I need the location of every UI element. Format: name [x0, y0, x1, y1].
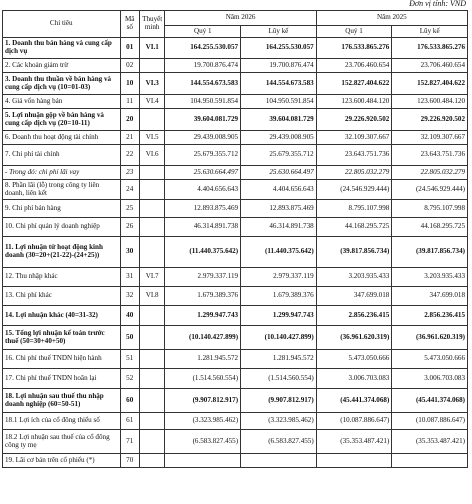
header-year-2026: Năm 2026	[165, 11, 316, 26]
row-label: 1. Doanh thu bán hàng và cung cấp dịch vụ	[3, 38, 121, 59]
value-q1-2026: 1.281.945.572	[165, 350, 241, 369]
value-q1-2026: 144.554.673.583	[165, 73, 241, 95]
table-row	[3, 350, 468, 369]
row-code: 52	[120, 369, 139, 389]
table-row	[3, 166, 468, 180]
value-q1-2025: 123.600.484.120	[316, 95, 392, 109]
value-ytd-2025: (45.441.374.068)	[392, 389, 468, 413]
table-row	[3, 268, 468, 287]
value-ytd-2026: (6.583.827.455)	[241, 430, 317, 454]
value-ytd-2025: 23.706.460.654	[392, 59, 468, 73]
row-code: 32	[120, 287, 139, 306]
value-ytd-2026: 46.314.891.738	[241, 218, 317, 237]
row-code: 01	[120, 38, 139, 59]
row-note: VI.3	[139, 73, 165, 95]
value-q1-2025: 2.856.236.415	[316, 306, 392, 326]
value-q1-2025: (36.961.620.319)	[316, 326, 392, 350]
value-q1-2025: 22.805.032.279	[316, 166, 392, 180]
row-note: VI.8	[139, 287, 165, 306]
value-q1-2025: 176.533.865.276	[316, 38, 392, 59]
value-ytd-2026: 39.604.081.729	[241, 109, 317, 131]
row-code: 30	[120, 237, 139, 268]
row-label: 8. Phần lãi (lỗ) trong công ty liên doanh, liên kết	[3, 180, 121, 200]
value-ytd-2025: 2.856.236.415	[392, 306, 468, 326]
value-q1-2025: (10.087.886.647)	[316, 413, 392, 430]
value-q1-2026: (11.440.375.642)	[165, 237, 241, 268]
value-q1-2026: (10.140.427.899)	[165, 326, 241, 350]
row-label: 10. Chi phí quản lý doanh nghiệp	[3, 218, 121, 237]
value-ytd-2025: 152.827.404.622	[392, 73, 468, 95]
table-row	[3, 95, 468, 109]
row-label: 18.2 Lợi nhuận sau thuế của cổ đông công ty mẹ	[3, 430, 121, 454]
row-label: 11. Lợi nhuận từ hoạt động kinh doanh (30=20+(21-22)-(24+25))	[3, 237, 121, 268]
value-ytd-2026: 29.439.008.905	[241, 131, 317, 145]
value-q1-2026: 19.700.876.474	[165, 59, 241, 73]
value-q1-2026: 1.679.389.376	[165, 287, 241, 306]
row-label: - Trong đó: chi phí lãi vay	[3, 166, 121, 180]
value-q1-2026: 29.439.008.905	[165, 131, 241, 145]
table-row	[3, 73, 468, 95]
header-code: Mã số	[120, 11, 139, 38]
value-q1-2025: 3.203.935.433	[316, 268, 392, 287]
value-q1-2025: 29.226.920.502	[316, 109, 392, 131]
row-code: 20	[120, 109, 139, 131]
table-row	[3, 200, 468, 218]
row-code: 02	[120, 59, 139, 73]
table-row	[3, 287, 468, 306]
value-ytd-2025: 22.805.032.279	[392, 166, 468, 180]
value-q1-2026: 4.404.656.643	[165, 180, 241, 200]
value-q1-2026	[165, 454, 241, 468]
value-ytd-2026: 1.679.389.376	[241, 287, 317, 306]
table-row	[3, 413, 468, 430]
value-q1-2025: 32.109.307.667	[316, 131, 392, 145]
table-row	[3, 306, 468, 326]
row-label: 9. Chi phí bán hàng	[3, 200, 121, 218]
row-note	[139, 454, 165, 468]
value-q1-2025: 152.827.404.622	[316, 73, 392, 95]
value-q1-2025: (39.817.856.734)	[316, 237, 392, 268]
row-note	[139, 166, 165, 180]
value-ytd-2025: 23.643.751.736	[392, 145, 468, 166]
value-ytd-2026: 104.950.591.854	[241, 95, 317, 109]
value-ytd-2026: 4.404.656.643	[241, 180, 317, 200]
row-code: 10	[120, 73, 139, 95]
value-ytd-2026: 25.630.664.497	[241, 166, 317, 180]
value-ytd-2026	[241, 454, 317, 468]
row-code: 71	[120, 430, 139, 454]
row-note: VI.5	[139, 131, 165, 145]
row-code: 51	[120, 350, 139, 369]
table-row	[3, 326, 468, 350]
row-label: 13. Chi phí khác	[3, 287, 121, 306]
row-label: 18.1 Lợi ích của cổ đông thiểu số	[3, 413, 121, 430]
row-code: 11	[120, 95, 139, 109]
row-note	[139, 350, 165, 369]
row-code: 60	[120, 389, 139, 413]
row-label: 6. Doanh thu hoạt động tài chính	[3, 131, 121, 145]
value-q1-2026: 2.979.337.119	[165, 268, 241, 287]
table-row	[3, 218, 468, 237]
value-ytd-2025: 32.109.307.667	[392, 131, 468, 145]
value-ytd-2025	[392, 454, 468, 468]
table-row	[3, 180, 468, 200]
value-q1-2026: 12.893.875.469	[165, 200, 241, 218]
table-row	[3, 389, 468, 413]
row-label: 16. Chi phí thuế TNDN hiện hành	[3, 350, 121, 369]
value-q1-2026: 46.314.891.738	[165, 218, 241, 237]
row-label: 4. Giá vốn hàng bán	[3, 95, 121, 109]
row-note: VI.6	[139, 145, 165, 166]
value-ytd-2026: 19.700.876.474	[241, 59, 317, 73]
table-row	[3, 38, 468, 59]
value-q1-2025: (45.441.374.068)	[316, 389, 392, 413]
value-q1-2025: 23.706.460.654	[316, 59, 392, 73]
row-note	[139, 413, 165, 430]
row-note	[139, 369, 165, 389]
value-ytd-2025: 3.006.703.083	[392, 369, 468, 389]
income-statement-table	[2, 10, 468, 468]
row-label: 3. Doanh thu thuần về bán hàng và cung cấp dịch vụ (10=01-03)	[3, 73, 121, 95]
value-ytd-2025: 123.600.484.120	[392, 95, 468, 109]
value-ytd-2026: (3.323.985.462)	[241, 413, 317, 430]
value-q1-2025: 23.643.751.736	[316, 145, 392, 166]
value-ytd-2025: (35.353.487.421)	[392, 430, 468, 454]
table-row	[3, 145, 468, 166]
value-ytd-2026: (1.514.560.554)	[241, 369, 317, 389]
header-ytd-2025: Lũy kế	[392, 26, 468, 38]
row-note	[139, 306, 165, 326]
value-q1-2025: 3.006.703.083	[316, 369, 392, 389]
value-q1-2025: 8.795.107.998	[316, 200, 392, 218]
row-code: 25	[120, 200, 139, 218]
value-ytd-2025: 3.203.935.433	[392, 268, 468, 287]
row-code: 50	[120, 326, 139, 350]
table-row	[3, 131, 468, 145]
value-ytd-2026: 12.893.875.469	[241, 200, 317, 218]
row-code: 21	[120, 131, 139, 145]
row-note	[139, 109, 165, 131]
value-q1-2026: (9.907.812.917)	[165, 389, 241, 413]
header-q1-2025: Quý 1	[316, 26, 392, 38]
row-code: 70	[120, 454, 139, 468]
table-body	[3, 38, 468, 468]
value-q1-2026: 164.255.530.057	[165, 38, 241, 59]
row-code: 26	[120, 218, 139, 237]
value-ytd-2026: (10.140.427.899)	[241, 326, 317, 350]
value-ytd-2026: 1.299.947.743	[241, 306, 317, 326]
row-code: 61	[120, 413, 139, 430]
row-note	[139, 237, 165, 268]
value-ytd-2025: 29.226.920.502	[392, 109, 468, 131]
unit-note: Đơn vị tính: VND	[409, 0, 466, 8]
row-note: VI.4	[139, 95, 165, 109]
header-ytd-2026: Lũy kế	[241, 26, 317, 38]
value-ytd-2025: 176.533.865.276	[392, 38, 468, 59]
value-ytd-2025: (10.087.886.647)	[392, 413, 468, 430]
value-q1-2026: 1.299.947.743	[165, 306, 241, 326]
table-row	[3, 369, 468, 389]
value-q1-2025: 347.699.018	[316, 287, 392, 306]
row-code: 24	[120, 180, 139, 200]
row-note	[139, 389, 165, 413]
value-q1-2025	[316, 454, 392, 468]
row-note	[139, 180, 165, 200]
row-note	[139, 326, 165, 350]
value-ytd-2026: (11.440.375.642)	[241, 237, 317, 268]
value-ytd-2025: 347.699.018	[392, 287, 468, 306]
value-ytd-2026: 1.281.945.572	[241, 350, 317, 369]
table-row	[3, 237, 468, 268]
value-q1-2026: 25.630.664.497	[165, 166, 241, 180]
value-ytd-2025: 44.168.295.725	[392, 218, 468, 237]
row-label: 18. Lợi nhuận sau thuế thu nhập doanh nghiệp (60=50-51)	[3, 389, 121, 413]
row-label: 17. Chi phí thuế TNDN hoãn lại	[3, 369, 121, 389]
value-q1-2025: 44.168.295.725	[316, 218, 392, 237]
row-label: 2. Các khoản giảm trừ	[3, 59, 121, 73]
row-note	[139, 200, 165, 218]
table-row	[3, 59, 468, 73]
value-q1-2026: 39.604.081.729	[165, 109, 241, 131]
row-code: 22	[120, 145, 139, 166]
row-note	[139, 59, 165, 73]
row-label: 7. Chi phí tài chính	[3, 145, 121, 166]
value-q1-2026: (6.583.827.455)	[165, 430, 241, 454]
value-ytd-2026: (9.907.812.917)	[241, 389, 317, 413]
value-ytd-2025: (24.546.929.444)	[392, 180, 468, 200]
value-ytd-2026: 164.255.530.057	[241, 38, 317, 59]
row-code: 40	[120, 306, 139, 326]
table-row	[3, 109, 468, 131]
row-note	[139, 218, 165, 237]
value-ytd-2026: 2.979.337.119	[241, 268, 317, 287]
value-ytd-2026: 25.679.355.712	[241, 145, 317, 166]
value-q1-2026: (1.514.560.554)	[165, 369, 241, 389]
value-ytd-2025: (36.961.620.319)	[392, 326, 468, 350]
table-row	[3, 430, 468, 454]
value-ytd-2026: 144.554.673.583	[241, 73, 317, 95]
row-code: 31	[120, 268, 139, 287]
row-label: 19. Lãi cơ bản trên cổ phiếu (*)	[3, 454, 121, 468]
header-item: Chỉ tiêu	[3, 11, 121, 38]
row-note: VI.1	[139, 38, 165, 59]
value-ytd-2025: (39.817.856.734)	[392, 237, 468, 268]
value-q1-2026: 104.950.591.854	[165, 95, 241, 109]
value-ytd-2025: 8.795.107.998	[392, 200, 468, 218]
row-label: 14. Lợi nhuận khác (40=31-32)	[3, 306, 121, 326]
value-ytd-2025: 5.473.050.666	[392, 350, 468, 369]
header-note: Thuyết minh	[139, 11, 165, 38]
row-note: VI.7	[139, 268, 165, 287]
value-q1-2025: (24.546.929.444)	[316, 180, 392, 200]
value-q1-2026: 25.679.355.712	[165, 145, 241, 166]
header-year-2025: Năm 2025	[316, 11, 467, 26]
value-q1-2025: (35.353.487.421)	[316, 430, 392, 454]
row-label: 15. Tổng lợi nhuận kế toán trước thuế (50=30+40+50)	[3, 326, 121, 350]
row-label: 12. Thu nhập khác	[3, 268, 121, 287]
value-q1-2026: (3.323.985.462)	[165, 413, 241, 430]
table-row	[3, 454, 468, 468]
value-q1-2025: 5.473.050.666	[316, 350, 392, 369]
header-q1-2026: Quý 1	[165, 26, 241, 38]
row-note	[139, 430, 165, 454]
row-code: 23	[120, 166, 139, 180]
row-label: 5. Lợi nhuận gộp về bán hàng và cung cấp dịch vụ (20=10-11)	[3, 109, 121, 131]
